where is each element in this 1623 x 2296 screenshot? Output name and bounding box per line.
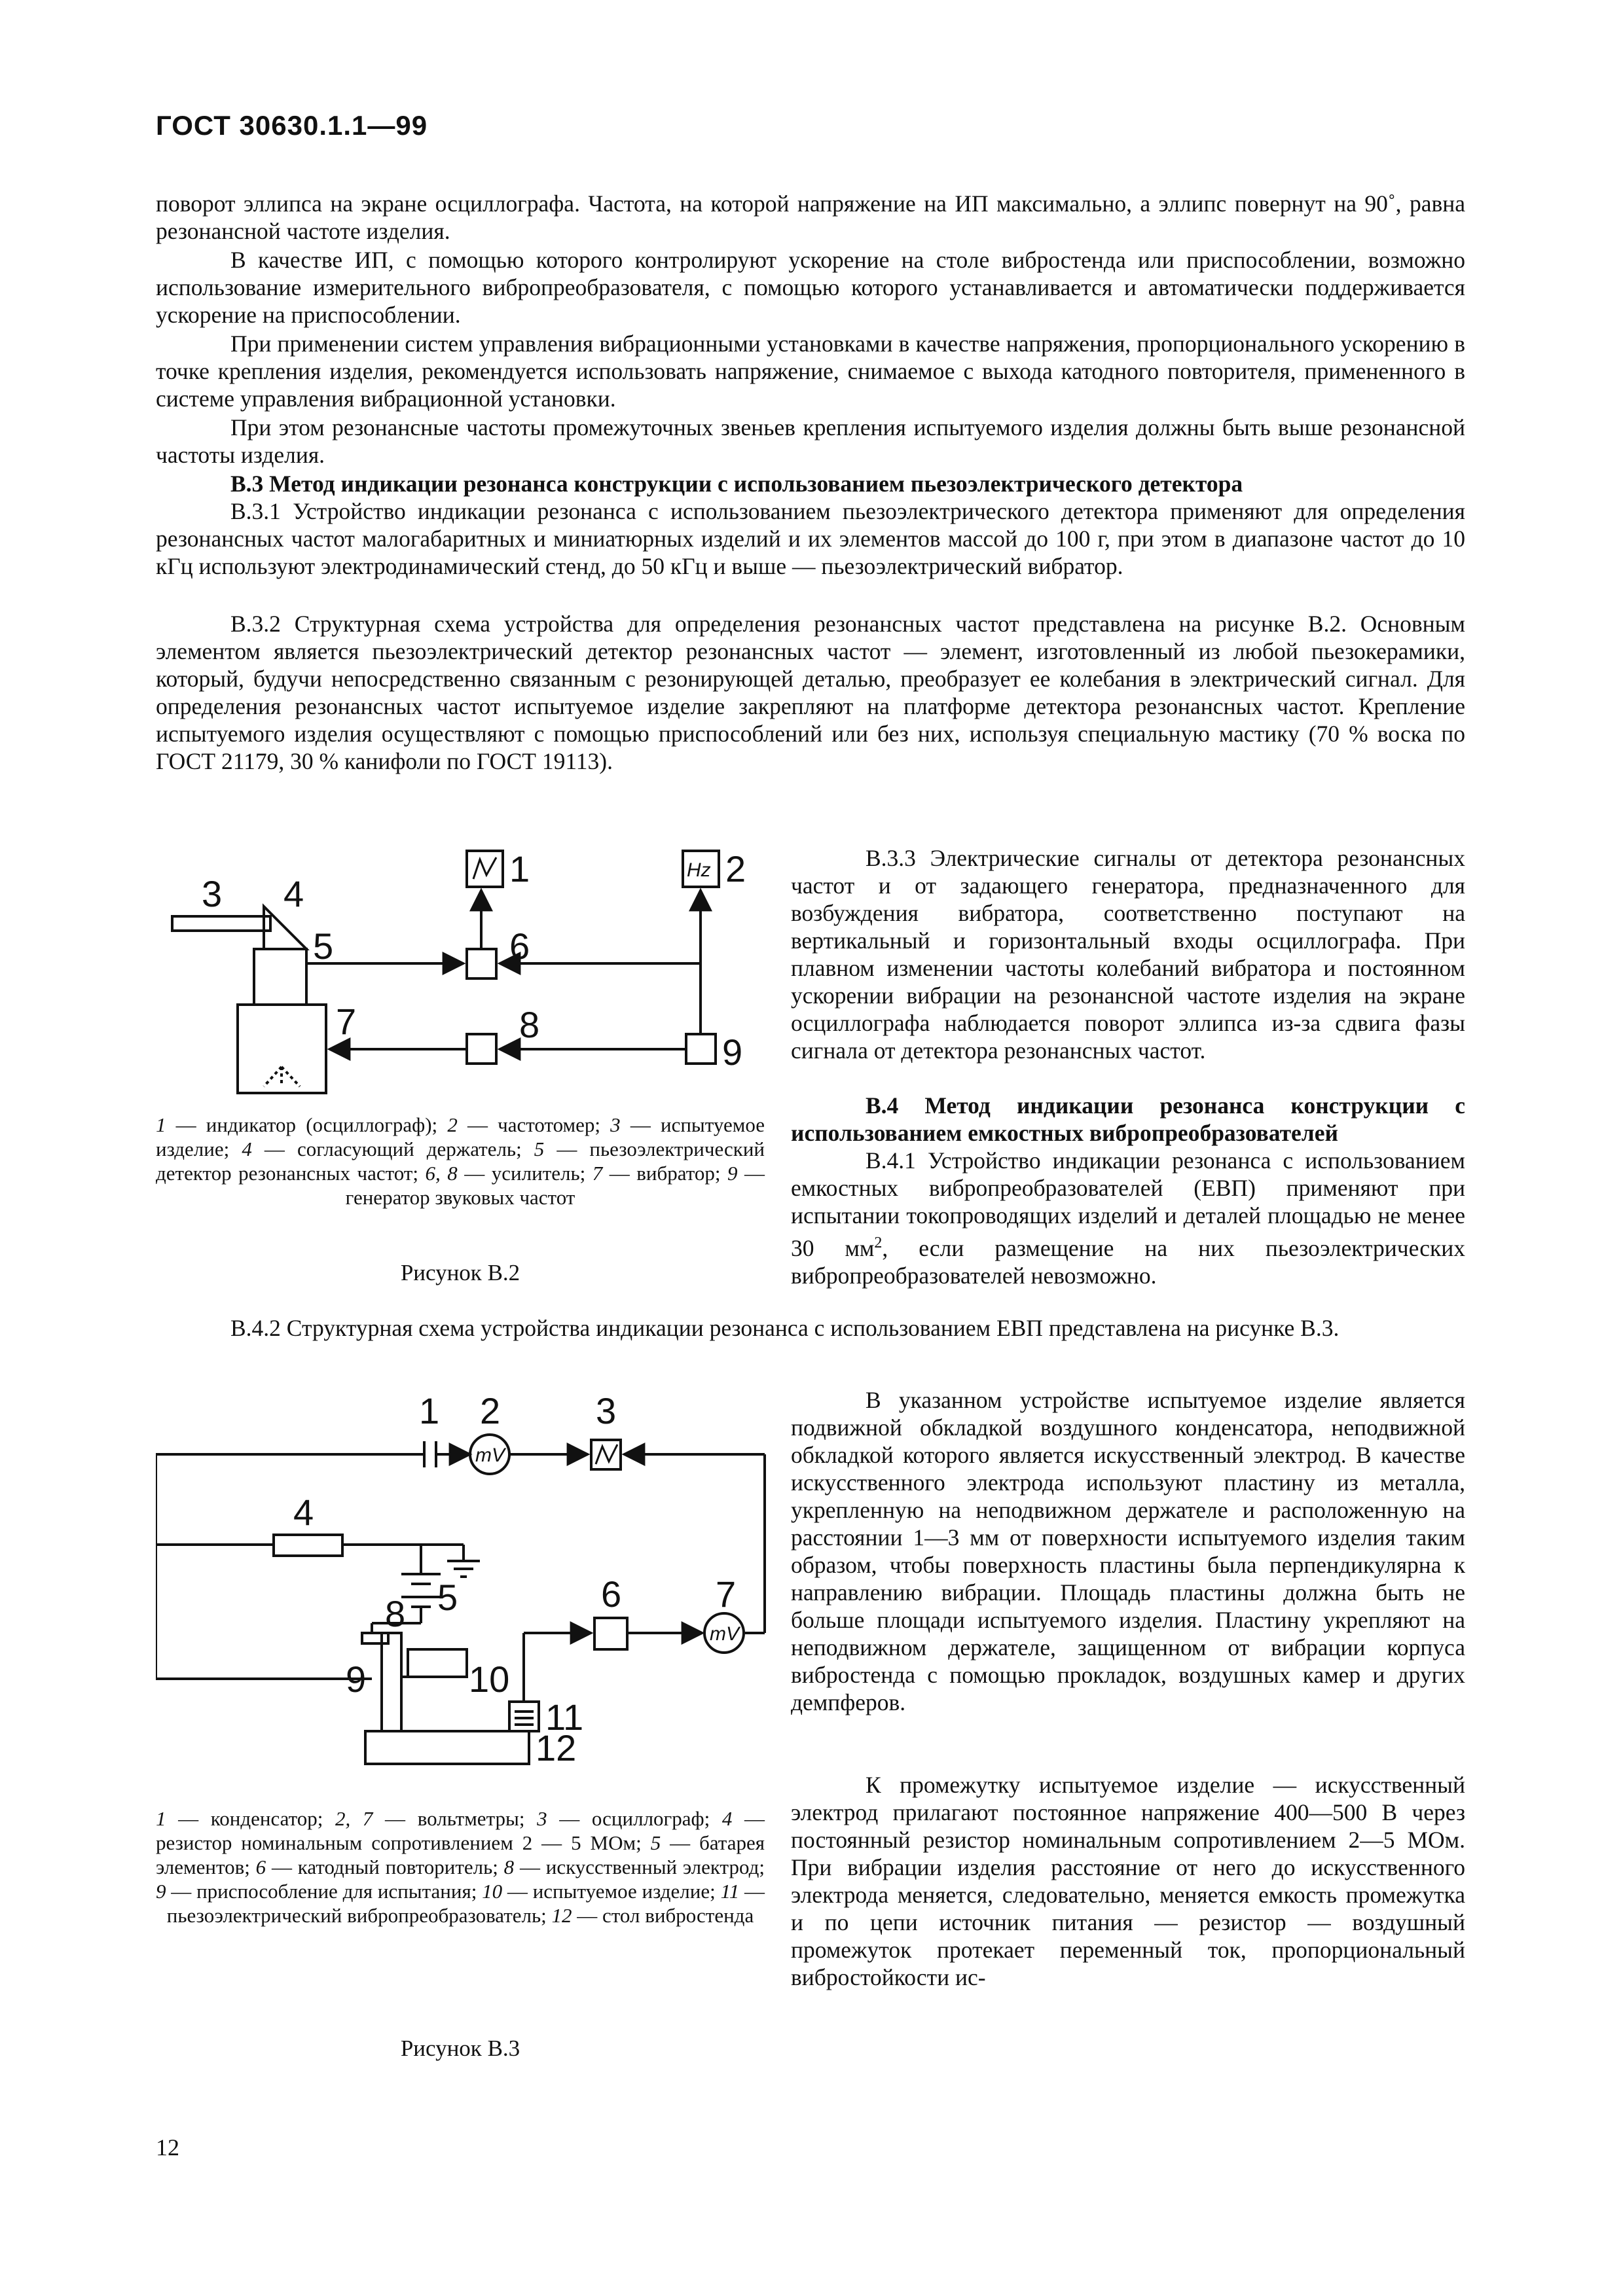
page-number: 12 bbox=[156, 2134, 179, 2161]
hz-symbol: Hz bbox=[687, 859, 711, 881]
sensor-shape bbox=[509, 1702, 539, 1731]
b3-label-10: 10 bbox=[469, 1659, 510, 1700]
amplifier-8-box bbox=[467, 1034, 496, 1064]
cathode-follower-box bbox=[594, 1618, 627, 1649]
label-5: 5 bbox=[313, 925, 334, 967]
paragraph-resonance-links: При этом резонансные частоты промежуточных звеньев крепления испытуемого изделия должны быть выше резонансной частоты изделия. bbox=[156, 414, 1465, 468]
document-code-header: ГОСТ 30630.1.1—99 bbox=[156, 110, 428, 141]
heading-b4: В.4 Метод индикации резонанса конструкции с использованием емкостных вибропреобразователей bbox=[791, 1092, 1465, 1146]
b3-label-8: 8 bbox=[385, 1593, 406, 1634]
paragraph-b32: В.3.2 Структурная схема устройства для определения резонансных частот представлена на рисунке В.2. Основным элементом является пьезоэлектрический детектор резонансных частот — элемент, изготовленный из любой пьезокерамики, который, будучи непосредственно связанным с резонирующей деталью, преобразует ее колебания в электрический сигнал. Для определения резонансных частот испытуемое изделие закрепляют на платформе детектора резонансных частот. Крепление испытуемого изделия осуществляют с помощью приспособлений или без них, используя специальную мастику (70 % воска по ГОСТ 21179, 30 % канифоли по ГОСТ 19113). bbox=[156, 611, 1465, 774]
label-2: 2 bbox=[725, 848, 746, 889]
label-1: 1 bbox=[509, 848, 530, 889]
paragraph-ip: В качестве ИП, с помощью которого контролируют ускорение на столе вибростенда или приспособлении, возможно использование измерительного вибропреобразователя, с помощью которого устанавливается и автоматически поддерживается ускорение на приспособлении. bbox=[156, 247, 1465, 328]
label-4: 4 bbox=[283, 873, 304, 914]
electrode-shape bbox=[362, 1633, 388, 1643]
b3-label-11: 11 bbox=[545, 1696, 584, 1738]
paragraph-b33: В.3.3 Электрические сигналы от детектора резонансных частот и от задающего генератора, предназначенного для возбуждения вибратора, соответственно поступают на вертикальный и горизонтальный входы осциллографа. При плавном изменении частоты колебаний вибратора и постоянном ускорении вибрации на резонансной частоте изделия на экране осциллографа наблюдается поворот эллипса из-за сдвига фазы сигнала от детектора резонансных частот. bbox=[791, 845, 1465, 1064]
label-8: 8 bbox=[519, 1004, 540, 1045]
mv-symbol-7: mV bbox=[710, 1623, 739, 1645]
label-3: 3 bbox=[202, 873, 223, 914]
paragraph-b42: В.4.2 Структурная схема устройства индикации резонанса с использованием ЕВП представлена на рисунке В.3. bbox=[230, 1315, 1340, 1341]
b3-label-4: 4 bbox=[293, 1492, 314, 1533]
b3-label-6: 6 bbox=[601, 1573, 622, 1615]
paragraph-control-systems: При применении систем управления вибрационными установками в качестве напряжения, пропорционального ускорению в точке крепления изделия, рекомендуется использовать напряжение, снимаемое с выхода катодного повторителя, примененного в системе управления вибрационной установки. bbox=[156, 331, 1465, 412]
paragraph-voltage: К промежутку испытуемое изделие — искусственный электрод прилагают постоянное напряжение 400—500 В через постоянный резистор номинальным сопротивлением 2—5 МОм. При вибрации изделия расстояние от него до искусственного электрода меняется, следовательно, меняется емкость промежутка и по цепи источник питания — резистор — воздушный промежуток протекает переменный ток, пропорциональный вибростойкости ис- bbox=[791, 1772, 1465, 1990]
b3-label-3: 3 bbox=[596, 1390, 617, 1431]
figure-b3-caption: 1 — конденсатор; 2, 7 — вольтметры; 3 — осциллограф; 4 — резистор номинальным сопротивлением 2 — 5 МОм; 5 — батарея элементов; 6 — катодный повторитель; 8 — искусственный электрод; 9 — приспособление для испытания; 10 — испытуемое изделие; 11 — пьезоэлектрический вибропреобразователь; 12 — стол вибростенда bbox=[156, 1807, 765, 1927]
b3-label-2: 2 bbox=[480, 1390, 501, 1431]
b3-label-5: 5 bbox=[437, 1577, 458, 1618]
paragraph-electrode: В указанном устройстве испытуемое изделие является подвижной обкладкой воздушного конденсатора, неподвижной обкладкой которого является искусственный электрод. В качестве искусственного электрода используют пластину из металла, укрепленную на неподвижном держателе и расположенную на расстоянии 1—3 мм от поверхности испытуемого изделия таким образом, чтобы поверхность пластины была перпендикулярна к направлению вибрации. Площадь пластины должна быть не больше площади испытуемого изделия. Пластину укрепляют на неподвижном держателе, защищенном от вибрации корпуса вибростенда с помощью прокладок, воздушных камер и других демпферов. bbox=[791, 1387, 1465, 1715]
figure-b2-caption: 1 — индикатор (осциллограф); 2 — частотомер; 3 — испытуемое изделие; 4 — согласующий держатель; 5 — пьезоэлектрический детектор резонансных частот; 6, 8 — усилитель; 7 — вибратор; 9 — генератор звуковых частот bbox=[156, 1113, 765, 1209]
test-item-10-shape bbox=[408, 1649, 467, 1677]
mv-symbol-2: mV bbox=[475, 1444, 505, 1466]
detector-shape bbox=[254, 949, 306, 1005]
label-6: 6 bbox=[509, 925, 530, 967]
figure-b3-diagram bbox=[156, 1384, 784, 1777]
paragraph-ellipse: поворот эллипса на экране осциллографа. Частота, на которой напряжение на ИП максимально, а эллипс повернут на 90˚, равна резонансной частоте изделия. bbox=[156, 190, 1465, 244]
figure-b2-title: Рисунок В.2 bbox=[400, 1260, 520, 1285]
amplifier-6-box bbox=[467, 949, 496, 978]
b3-label-7: 7 bbox=[716, 1573, 737, 1615]
b3-label-9: 9 bbox=[346, 1659, 367, 1700]
generator-box bbox=[686, 1034, 716, 1064]
paragraph-b41: В.4.1 Устройство индикации резонанса с использованием емкостных вибропреобразователей (ЕВП) применяют при испытании токопроводящих изделий и деталей площадью не менее 30 $мм^2$, если размещение на них пьезоэлектрических вибропреобразователей невозможно. bbox=[791, 1147, 1465, 1289]
label-7: 7 bbox=[336, 1001, 357, 1042]
label-9: 9 bbox=[722, 1031, 743, 1073]
figure-b3-title: Рисунок В.3 bbox=[400, 2036, 520, 2061]
vibrator-shape bbox=[238, 1005, 326, 1093]
b3-label-12: 12 bbox=[536, 1727, 577, 1768]
resistor-shape bbox=[274, 1535, 342, 1556]
figure-b2-diagram bbox=[156, 841, 784, 1100]
paragraph-b31: В.3.1 Устройство индикации резонанса с использованием пьезоэлектрического детектора применяют для определения резонансных частот малогабаритных и миниатюрных изделий и их элементов массой до 100 г, при этом в диапазоне частот до 10 кГц используют электродинамический стенд, до 50 кГц и выше — пьезоэлектрический вибратор. bbox=[156, 498, 1465, 579]
b3-label-1: 1 bbox=[419, 1390, 440, 1431]
shaker-table-shape bbox=[365, 1731, 529, 1764]
heading-b3: В.3 Метод индикации резонанса конструкции с использованием пьезоэлектрического детектора bbox=[230, 471, 1243, 497]
fixture-shape bbox=[382, 1633, 401, 1731]
test-item-shape bbox=[172, 916, 270, 931]
